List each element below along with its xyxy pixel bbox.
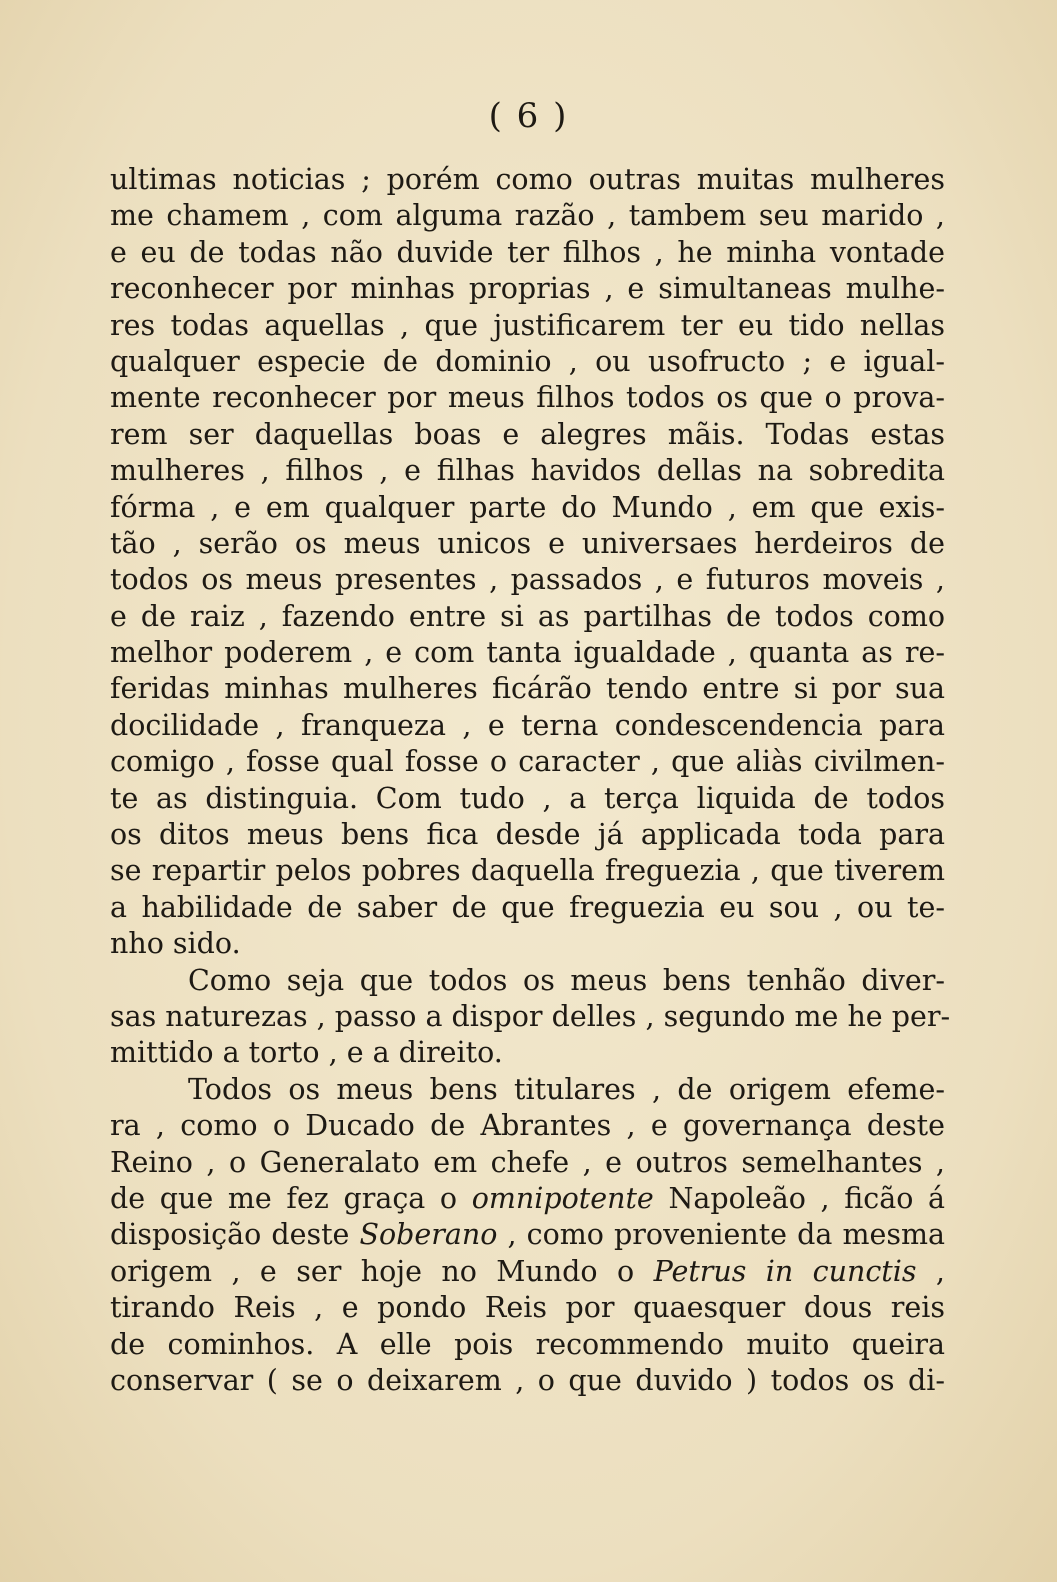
text-line: me chamem , com alguma razão , tambem seu marido , — [110, 199, 945, 233]
text-line: de cominhos. A elle pois recommendo muito queira — [110, 1327, 945, 1361]
text-line: mittido a torto , e a direito. — [110, 1036, 503, 1070]
text-line: sas naturezas , passo a dispor delles , segundo me he per- — [110, 999, 951, 1033]
text-line: comigo , fosse qual fosse o caracter , que aliàs civilmen- — [110, 745, 945, 779]
text-line: docilidade , franqueza , e terna condescendencia para — [110, 708, 945, 742]
text-span: Napoleão , ficão á — [653, 1181, 945, 1215]
text-line: feridas minhas mulheres ficárão tendo entre si por sua — [110, 672, 945, 706]
text-line: fórma , e em qualquer parte do Mundo , em que exis- — [110, 490, 945, 524]
body-text — [110, 162, 951, 1399]
text-line: todos os meus presentes , passados , e futuros moveis , — [110, 563, 945, 597]
text-line: os ditos meus bens fica desde já applicada toda para — [110, 818, 945, 852]
text-line: reconhecer por minhas proprias , e simultaneas mulhe- — [110, 272, 945, 306]
text-line: qualquer especie de dominio , ou usofructo ; e igual- — [110, 344, 945, 378]
italic-term: Petrus in cunctis — [653, 1254, 917, 1288]
text-line: res todas aquellas , que justificarem ter eu tido nellas — [110, 308, 945, 342]
italic-term: Soberano — [359, 1218, 498, 1252]
page-number: ( 6 ) — [488, 96, 569, 136]
text-line: Como seja que todos os meus bens tenhão diver- — [188, 963, 945, 997]
text-line — [110, 1181, 945, 1217]
text-line: ultimas noticias ; porém como outras muitas mulheres — [110, 163, 945, 196]
text-span: de que me fez graça o — [110, 1181, 472, 1215]
text-line: te as distinguia. Com tudo , a terça liquida de todos — [110, 781, 945, 815]
text-line — [110, 1217, 945, 1253]
text-line: ra , como o Ducado de Abrantes , e governança deste — [110, 1109, 945, 1143]
text-line: Reino , o Generalato em chefe , e outros semelhantes , — [110, 1145, 945, 1179]
text-line: tão , serão os meus unicos e universaes herdeiros de — [110, 526, 945, 560]
text-span: , como proveniente da mesma — [497, 1218, 945, 1252]
text-line: e eu de todas não duvide ter filhos , he minha vontade — [110, 235, 945, 269]
italic-term: omnipotente — [471, 1181, 654, 1215]
text-span: , — [916, 1254, 945, 1288]
text-line: tirando Reis , e pondo Reis por quaesquer dous reis — [110, 1291, 945, 1325]
text-span: origem , e ser hoje no Mundo o — [110, 1254, 654, 1288]
text-line: melhor poderem , e com tanta igualdade , quanta as re- — [110, 636, 945, 670]
text-line: nho sido. — [110, 927, 241, 961]
text-span: disposição deste — [110, 1218, 360, 1252]
text-line: e de raiz , fazendo entre si as partilhas de todos como — [110, 599, 945, 633]
text-line: se repartir pelos pobres daquella freguezia , que tiverem — [110, 854, 945, 888]
text-line: rem ser daquellas boas e alegres mãis. Todas estas — [110, 417, 945, 451]
text-line — [110, 1254, 945, 1290]
text-line: Todos os meus bens titulares , de origem efeme- — [188, 1072, 945, 1106]
text-line: conservar ( se o deixarem , o que duvido ) todos os di- — [110, 1363, 945, 1397]
text-line: mulheres , filhos , e filhas havidos dellas na sobredita — [110, 454, 945, 488]
text-line: a habilidade de saber de que freguezia eu sou , ou te- — [110, 890, 945, 924]
text-line: mente reconhecer por meus filhos todos os que o prova- — [110, 381, 945, 415]
